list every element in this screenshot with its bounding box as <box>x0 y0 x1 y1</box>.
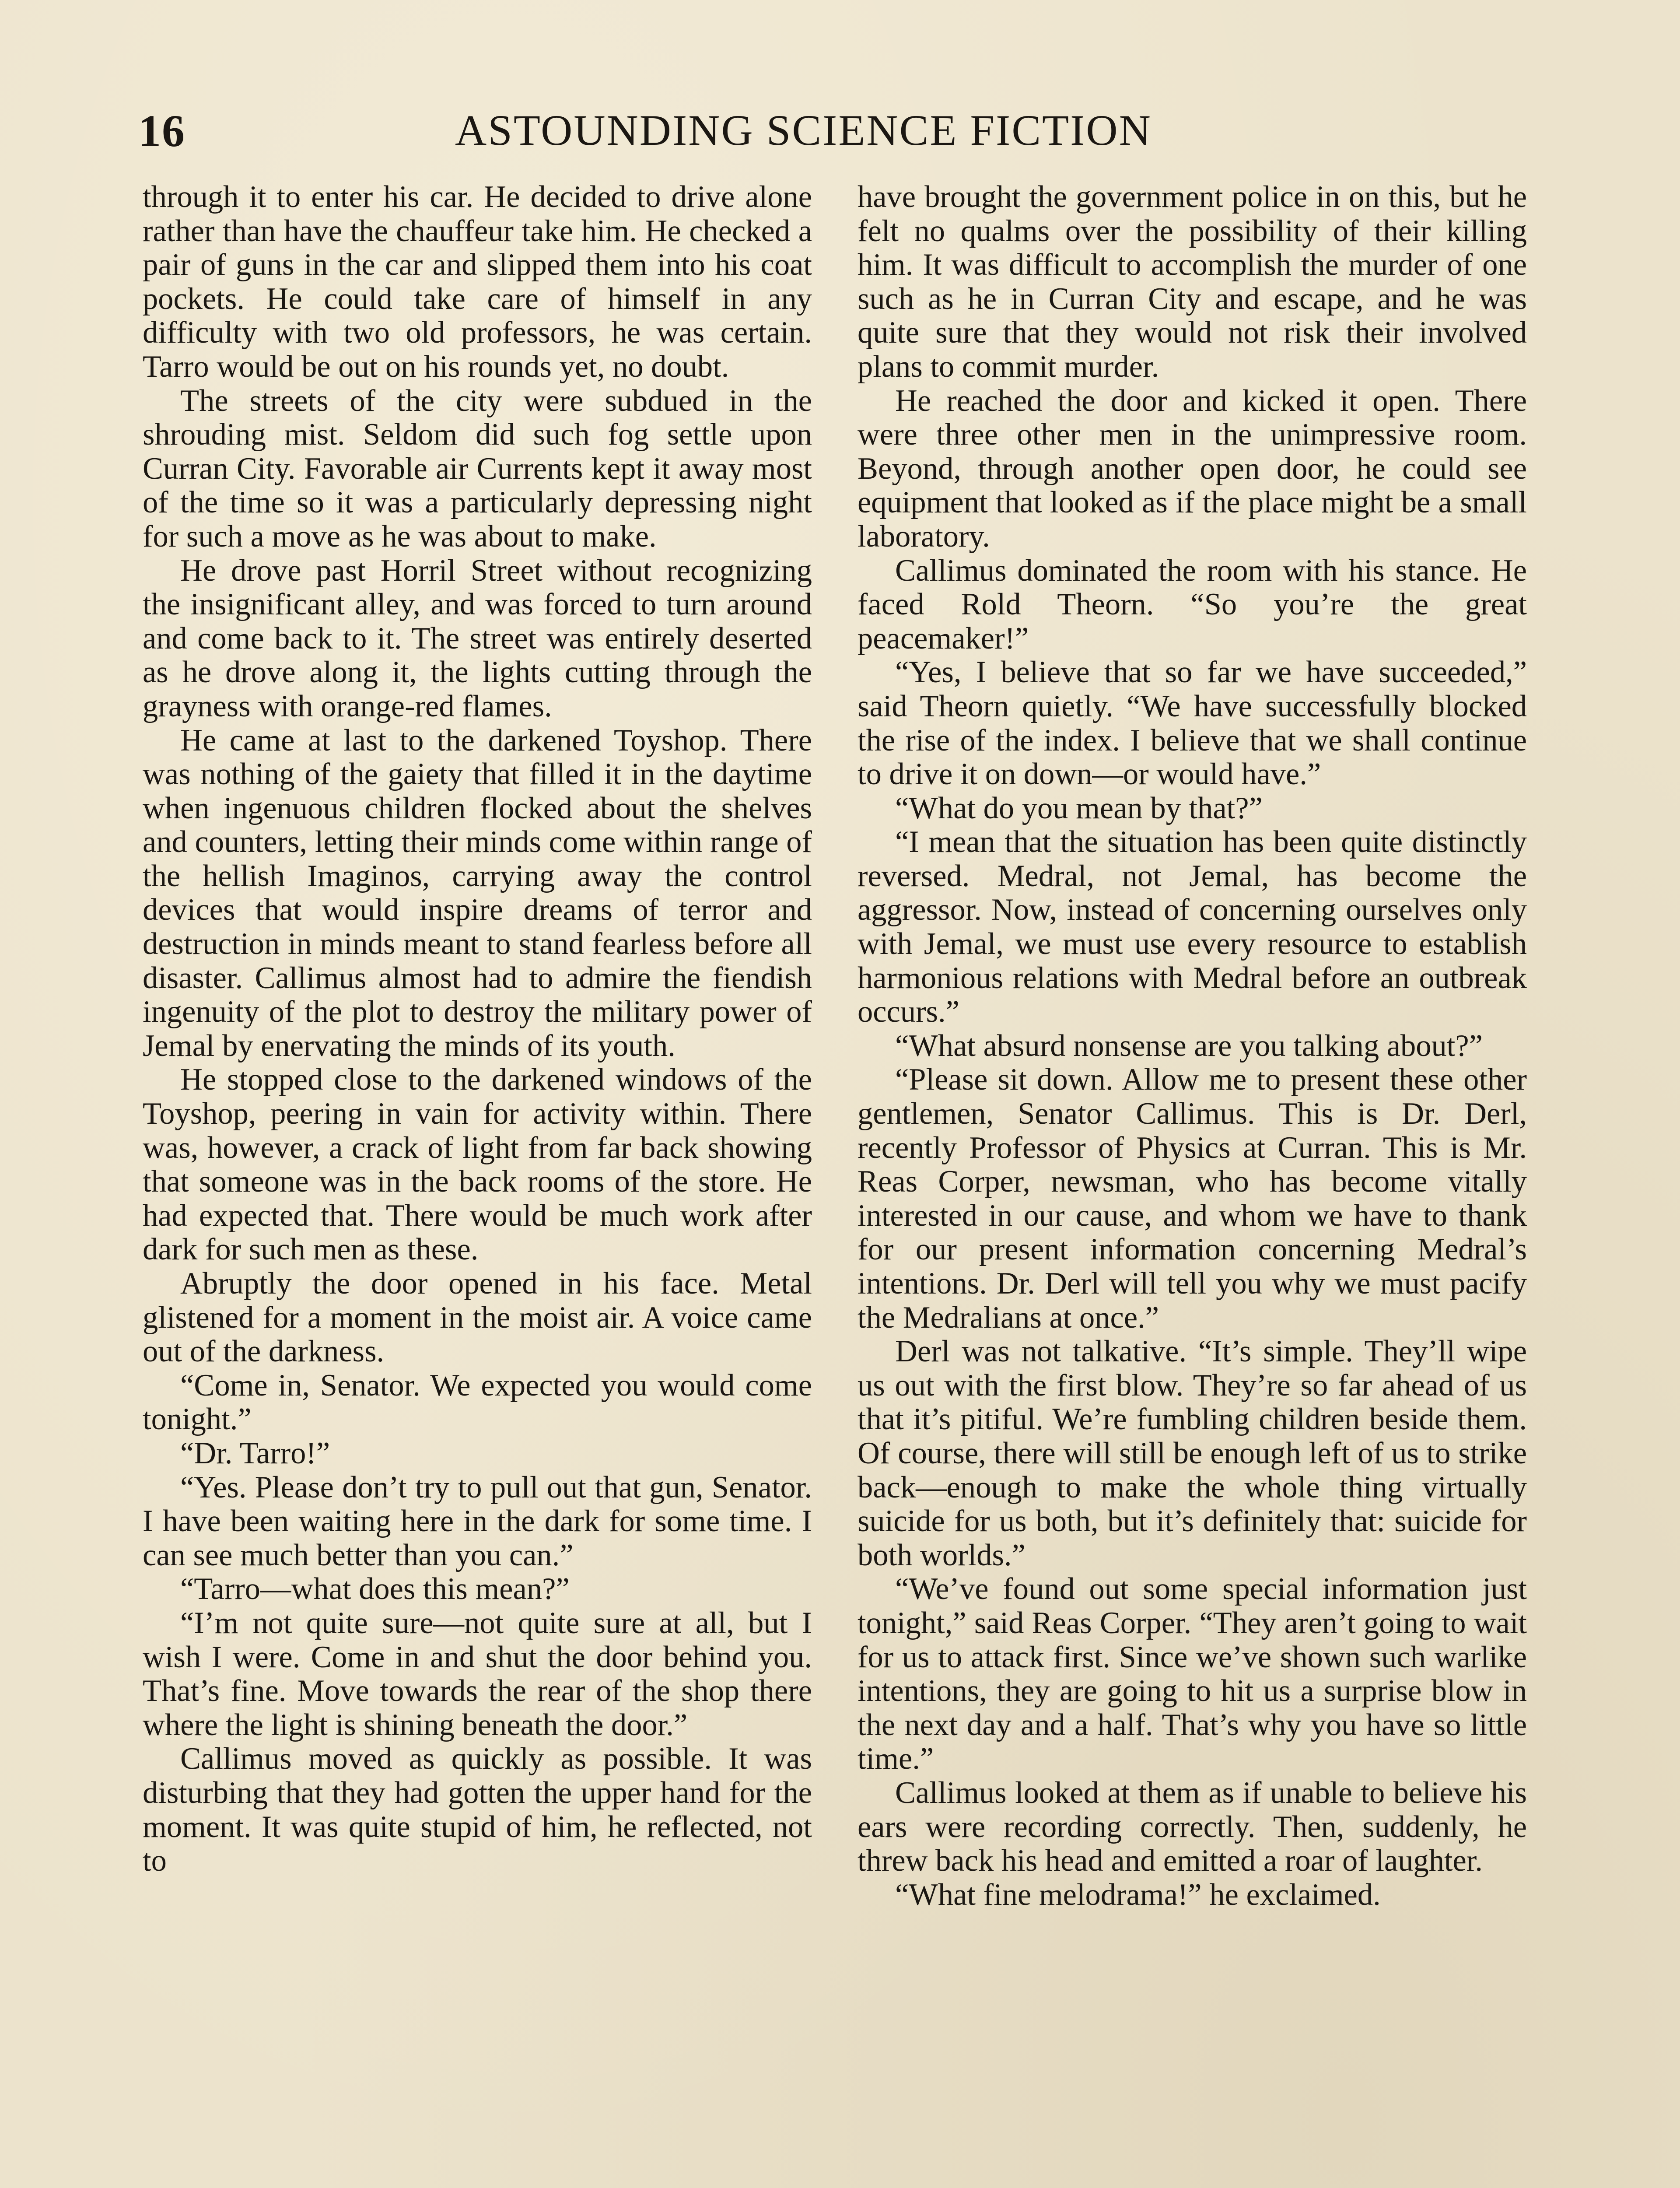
paragraph: Abruptly the door opened in his face. Metal glistened for a moment in the moist air. A voice came out of the darkness. <box>143 1266 812 1369</box>
paragraph: “Yes. Please don’t try to pull out that gun, Senator. I have been waiting here in the dark for some time. I can see much better than you can.” <box>143 1470 812 1572</box>
paragraph: “Yes, I believe that so far we have succeeded,” said Theorn quietly. “We have successfully blocked the rise of the index. I believe that we shall continue to drive it on down—or would have.” <box>858 655 1527 792</box>
paragraph: have brought the government police in on this, but he felt no qualms over the possibility of their killing him. It was difficult to accomplish the murder of one such as he in Curran City and escape, and he was quite sure that they would not risk their involved plans to commit murder. <box>858 180 1527 384</box>
right-column <box>858 180 1527 2188</box>
paragraph: Callimus moved as quickly as possible. It was disturbing that they had gotten the upper hand for the moment. It was quite stupid of him, he reflected, not to <box>143 1742 812 1878</box>
paragraph: Callimus dominated the room with his stance. He faced Rold Theorn. “So you’re the great peacemaker!” <box>858 553 1527 656</box>
paragraph: “What do you mean by that?” <box>895 791 1263 825</box>
paragraph: Callimus looked at them as if unable to believe his ears were recording correctly. Then, suddenly, he threw back his head and emitted a roar of laughter. <box>858 1775 1527 1878</box>
paragraph: “Dr. Tarro!” <box>180 1436 330 1470</box>
paragraph: “Please sit down. Allow me to present these other gentlemen, Senator Callimus. This is Dr. Derl, recently Professor of Physics at Curran. This is Mr. Reas Corper, newsman, who has become vitally interested in our cause, and whom we have to thank for our present information concerning Medral’s intentions. Dr. Derl will tell you why we must pacify the Medralians at once.” <box>858 1062 1527 1335</box>
paragraph: “What absurd nonsense are you talking about?” <box>895 1028 1483 1063</box>
page-number: 16 <box>138 106 186 156</box>
paragraph: He reached the door and kicked it open. There were three other men in the unimpressive room. Beyond, through another open door, he could see equipment that looked as if the place might be a small laboratory. <box>858 383 1527 554</box>
paragraph: “I mean that the situation has been quite distinctly reversed. Medral, not Jemal, has become the aggressor. Now, instead of concerning ourselves only with Jemal, we must use every resource to establish harmonious relations with Medral before an outbreak occurs.” <box>858 825 1527 1029</box>
paragraph: “We’ve found out some special information just tonight,” said Reas Corper. “They aren’t going to wait for us to attack first. Since we’ve shown such warlike intentions, they are going to hit us a surprise blow in the next day and a half. That’s why you have so little time.” <box>858 1572 1527 1776</box>
paragraph: He came at last to the darkened Toyshop. There was nothing of the gaiety that filled it in the daytime when ingenuous children flocked about the shelves and counters, letting their minds come within range of the hellish Imaginos, carrying away the control devices that would inspire dreams of terror and destruction in minds meant to stand fearless before all disaster. Callimus almost had to admire the fiendish ingenuity of the plot to destroy the military power of Jemal by enervating the minds of its youth. <box>143 723 812 1063</box>
running-head-title: ASTOUNDING SCIENCE FICTION <box>455 106 1152 154</box>
paragraph: “What fine melodrama!” he exclaimed. <box>895 1877 1381 1912</box>
paragraph: “I’m not quite sure—not quite sure at all, but I wish I were. Come in and shut the door behind you. That’s fine. Move towards the rear of the shop there where the light is shining beneath the door.” <box>143 1606 812 1742</box>
paragraph: Derl was not talkative. “It’s simple. They’ll wipe us out with the first blow. They’re so far ahead of us that it’s pitiful. We’re fumbling children beside them. Of course, there will still be enough left of us to strike back—enough to make the whole thing virtually suicide for us both, but it’s definitely that: suicide for both worlds.” <box>858 1334 1527 1572</box>
paragraph: “Come in, Senator. We expected you would come tonight.” <box>143 1368 812 1437</box>
left-column <box>143 180 812 2188</box>
paragraph: “Tarro—what does this mean?” <box>180 1572 570 1606</box>
paragraph: He stopped close to the darkened windows of the Toyshop, peering in vain for activity within. There was, however, a crack of light from far back showing that someone was in the back rooms of the store. He had expected that. There would be much work after dark for such men as these. <box>143 1062 812 1267</box>
paragraph: through it to enter his car. He decided to drive alone rather than have the chauffeur take him. He checked a pair of guns in the car and slipped them into his coat pockets. He could take care of himself in any difficulty with two old professors, he was certain. Tarro would be out on his rounds yet, no doubt. <box>143 180 812 384</box>
paragraph: He drove past Horril Street without recognizing the insignificant alley, and was forced to turn around and come back to it. The street was entirely deserted as he drove along it, the lights cutting through the grayness with orange-red flames. <box>143 553 812 723</box>
paragraph: The streets of the city were subdued in the shrouding mist. Seldom did such fog settle upon Curran City. Favorable air Currents kept it away most of the time so it was a particularly depressing night for such a move as he was about to make. <box>143 383 812 554</box>
